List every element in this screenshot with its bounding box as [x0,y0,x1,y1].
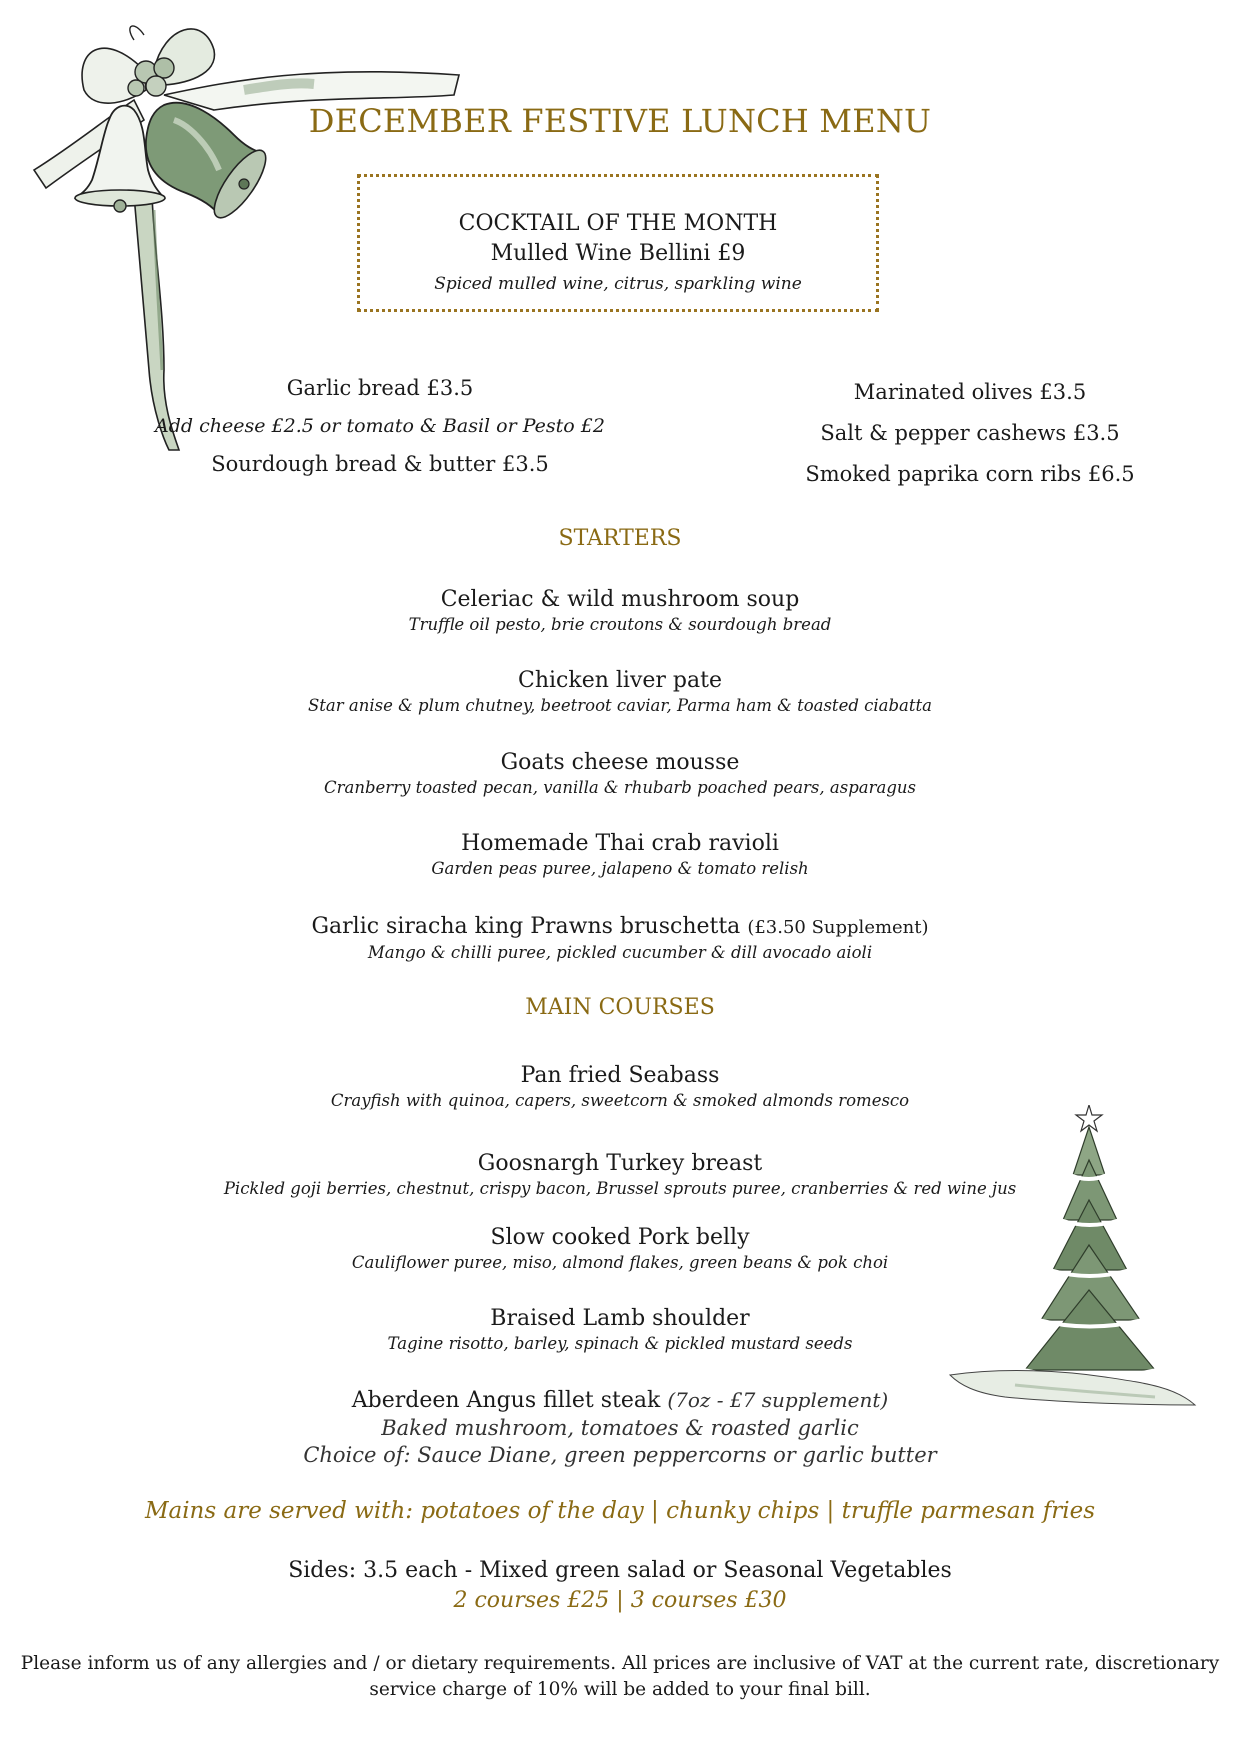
nibble-item-note: Add cheese £2.5 or tomato & Basil or Pesto £2 [155,415,605,437]
dish-name: Pan fried Seabass [520,1063,720,1088]
nibble-item: Garlic bread £3.5 [286,376,474,400]
nibble-item: Marinated olives £3.5 [853,380,1087,404]
course-prices: 2 courses £25 | 3 courses £30 [453,1588,787,1613]
nibble-item: Smoked paprika corn ribs £6.5 [805,462,1135,486]
dish-supplement: (7oz - £7 supplement) [667,1388,889,1412]
sides-line: Sides: 3.5 each - Mixed green salad or Seasonal Vegetables [288,1558,952,1583]
dish-name: Garlic siracha king Prawns bruschetta [311,914,741,939]
dish-description: Star anise & plum chutney, beetroot caviar, Parma ham & toasted ciabatta [307,696,932,715]
dish-description-choice: Choice of: Sauce Diane, green peppercorns or garlic butter [303,1443,937,1467]
dish-name: Homemade Thai crab ravioli [461,831,779,856]
mains-served-with: Mains are served with: potatoes of the day | chunky chips | truffle parmesan fries [144,1498,1096,1524]
dish-name: Slow cooked Pork belly [490,1225,750,1250]
dish-description: Pickled goji berries, chestnut, crispy bacon, Brussel sprouts puree, cranberries & red wine jus [223,1179,1017,1198]
dish-name: Braised Lamb shoulder [490,1306,750,1331]
main-dish [0,1386,1240,1469]
dish-description: Tagine risotto, barley, spinach & pickled mustard seeds [387,1334,853,1353]
cocktail-heading: COCKTAIL OF THE MONTH [458,211,778,236]
cocktail-name: Mulled Wine Bellini £9 [490,241,746,266]
nibbles-right-column [740,0,1200,500]
main-dish [0,1305,1240,1355]
dish-description: Garden peas puree, jalapeno & tomato relish [431,859,809,878]
starter-dish [0,913,1240,964]
dish-name: Celeriac & wild mushroom soup [440,587,800,612]
dish-description: Crayfish with quinoa, capers, sweetcorn & smoked almonds romesco [330,1091,910,1110]
dish-description: Baked mushroom, tomatoes & roasted garlic [381,1416,859,1440]
dish-name: Goats cheese mousse [500,750,740,775]
starters-heading: STARTERS [558,526,682,551]
starter-dish [0,586,1240,636]
dish-description: Truffle oil pesto, brie croutons & sourdough bread [408,615,832,634]
dish-name: Goosnargh Turkey breast [477,1151,763,1176]
dish-description: Cauliflower puree, miso, almond flakes, green beans & pok choi [351,1253,889,1272]
dish-description: Mango & chilli puree, pickled cucumber & dill avocado aioli [367,943,873,962]
cocktail-description: Spiced mulled wine, citrus, sparkling wine [434,274,802,294]
nibbles-left-column [120,0,640,500]
dish-name: Chicken liver pate [518,668,722,693]
menu-title: DECEMBER FESTIVE LUNCH MENU [308,102,932,140]
dish-supplement: (£3.50 Supplement) [747,917,929,938]
main-dish [0,1224,1240,1274]
dish-name: Aberdeen Angus fillet steak [351,1388,661,1413]
main-courses-heading: MAIN COURSES [525,995,715,1020]
starter-dish [0,667,1240,717]
nibble-item: Sourdough bread & butter £3.5 [211,452,549,476]
main-dish [0,1062,1240,1112]
nibble-item: Salt & pepper cashews £3.5 [820,421,1120,445]
main-dish [0,1150,1240,1200]
dish-description: Cranberry toasted pecan, vanilla & rhubarb poached pears, asparagus [324,778,916,797]
starter-dish [0,749,1240,799]
allergy-notice: Please inform us of any allergies and / or dietary requirements. All prices are inclusive of VAT at the current rate, discretionary service charge of 10% will be added to your final bill. [20,1653,1220,1700]
starter-dish [0,830,1240,880]
